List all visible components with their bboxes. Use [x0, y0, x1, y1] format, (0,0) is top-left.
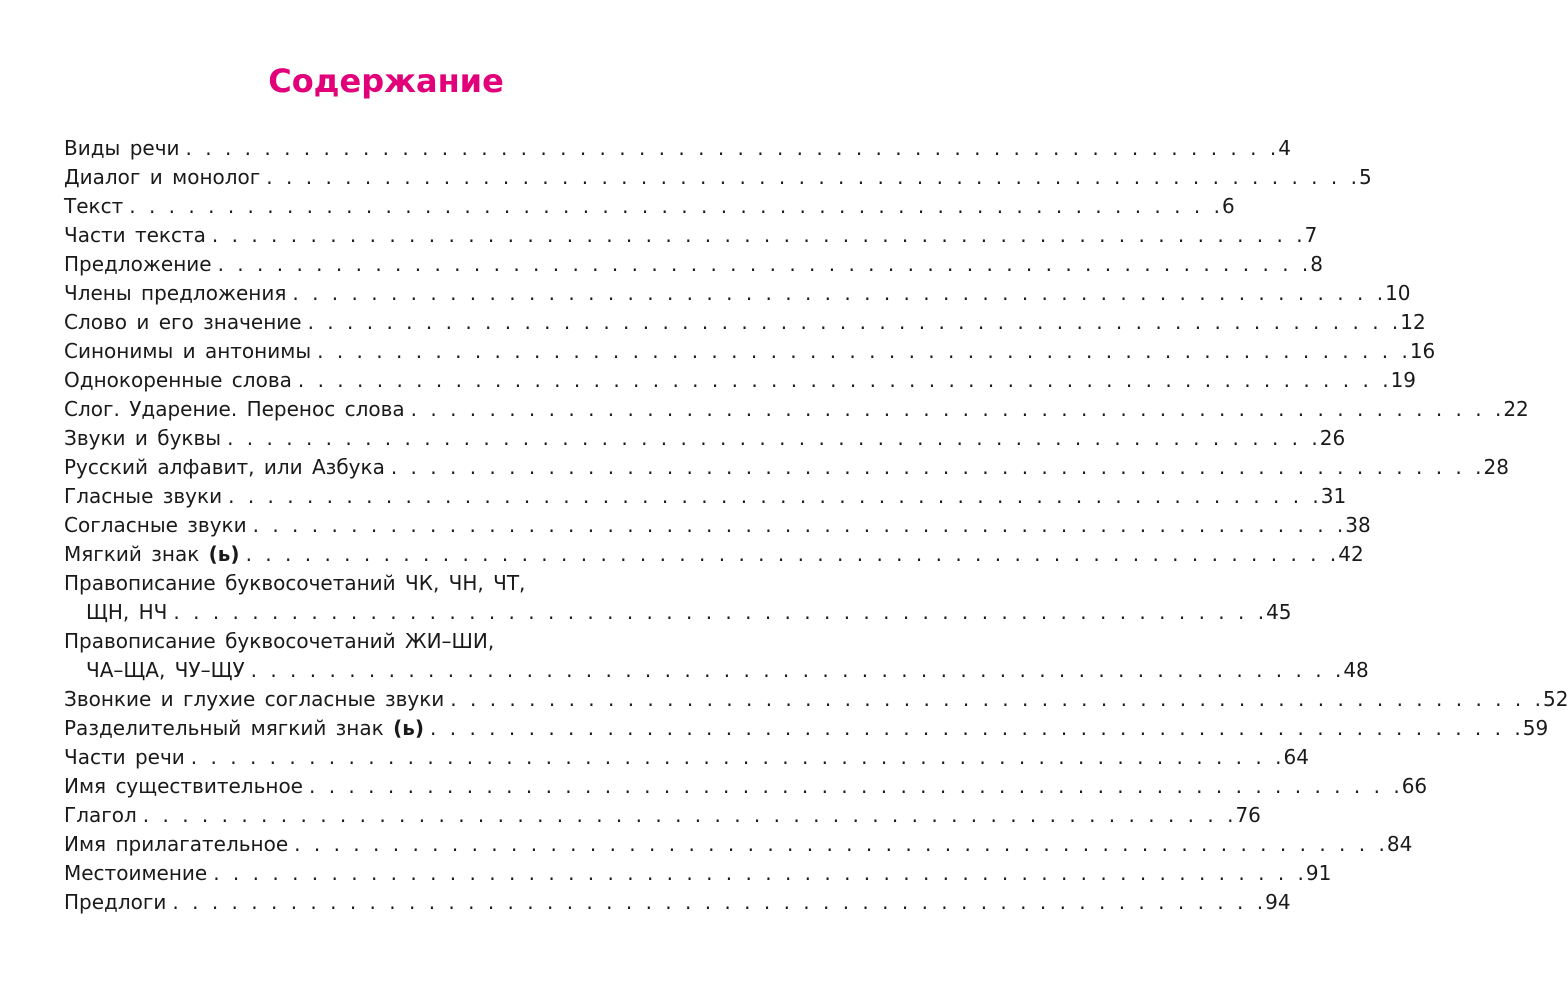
dot-leader: . . . . . . . . . . . . . . . . . . . . . . . . . . . . . . . . . . . . . . . . . . . . . . . . . . . . . . . . — [185, 136, 1279, 160]
toc-entry — [64, 134, 1291, 163]
dot-leader: . . . . . . . . . . . . . . . . . . . . . . . . . . . . . . . . . . . . . . . . . . . . . . . . . . . . . . . . — [317, 339, 1410, 363]
toc-entry-text: Части текста — [64, 223, 206, 247]
toc-entry-label — [64, 395, 411, 424]
toc-entry-text: Предложение — [64, 252, 212, 276]
toc-entry-label — [64, 279, 292, 308]
toc-entry — [64, 163, 1372, 192]
toc-entry — [64, 337, 1436, 366]
toc-entry-label — [64, 453, 391, 482]
toc-page-number: 42 — [1338, 542, 1364, 566]
toc-entry-text: Имя существительное — [64, 774, 303, 798]
toc-page-number: 4 — [1278, 136, 1291, 160]
toc-entry-text: Глагол — [64, 803, 137, 827]
toc-entry — [64, 308, 1426, 337]
toc-entry-text: Местоимение — [64, 861, 208, 885]
toc-entry-text: Согласные звуки — [64, 513, 247, 537]
toc-page-number: 5 — [1358, 165, 1372, 189]
toc-entry — [64, 888, 1291, 917]
toc-entry-label — [64, 685, 450, 714]
toc-entry-label — [64, 598, 173, 627]
toc-entry — [64, 598, 1292, 627]
dot-leader: . . . . . . . . . . . . . . . . . . . . . . . . . . . . . . . . . . . . . . . . . . . . . . . . . . . . . . . . — [450, 687, 1543, 711]
toc-entry-text: Слово и его значение — [64, 310, 302, 334]
toc-entry-text: Предлоги — [64, 890, 167, 914]
toc-entry-label — [64, 627, 494, 656]
toc-entry — [64, 424, 1346, 453]
toc-entry — [64, 221, 1318, 250]
toc-entry-label — [64, 888, 172, 917]
toc-page-number: 64 — [1283, 745, 1309, 769]
dot-leader: . . . . . . . . . . . . . . . . . . . . . . . . . . . . . . . . . . . . . . . . . . . . . . . . . . . . . . . . — [309, 774, 1402, 798]
toc-entry — [64, 830, 1413, 859]
dot-leader: . . . . . . . . . . . . . . . . . . . . . . . . . . . . . . . . . . . . . . . . . . . . . . . . . . . . . . . . — [390, 455, 1484, 479]
toc-page-number: 10 — [1385, 281, 1411, 305]
toc-page-number: 12 — [1400, 310, 1426, 334]
toc-entry — [64, 801, 1261, 830]
toc-entry-text: ЧА–ЩА, ЧУ–ЩУ — [86, 658, 245, 682]
toc-entry-label — [64, 337, 317, 366]
toc-entry-text: Звонкие и глухие согласные звуки — [64, 687, 445, 711]
toc-page-number: 38 — [1345, 513, 1371, 537]
toc-entry-text: Синонимы и антонимы — [64, 339, 312, 363]
toc-entry-label — [64, 250, 218, 279]
dot-leader: . . . . . . . . . . . . . . . . . . . . . . . . . . . . . . . . . . . . . . . . . . . . . . . . . . . . . . . . — [227, 426, 1320, 450]
toc-page-number: 8 — [1310, 252, 1324, 276]
toc-entry-text: Текст — [64, 194, 124, 218]
toc-entry — [64, 627, 706, 656]
dot-leader: . . . . . . . . . . . . . . . . . . . . . . . . . . . . . . . . . . . . . . . . . . . . . . . . . . . . . . . . — [252, 513, 1346, 537]
toc-entry-bold-text: (ь) — [393, 716, 425, 740]
toc-entry-text: Мягкий знак — [64, 542, 200, 566]
page-title: Содержание — [268, 62, 504, 100]
toc-page-number: 52 — [1542, 687, 1568, 711]
toc-page-number: 16 — [1409, 339, 1436, 363]
toc-entry — [64, 511, 1371, 540]
dot-leader: . . . . . . . . . . . . . . . . . . . . . . . . . . . . . . . . . . . . . . . . . . . . . . . . . . . . . . . . — [292, 281, 1386, 305]
toc-entry — [64, 656, 1369, 685]
toc-entry-text: Гласные звуки — [64, 484, 223, 508]
toc-entry — [64, 859, 1332, 888]
toc-page-number: 22 — [1503, 397, 1529, 421]
toc-entry — [64, 192, 1235, 221]
table-of-contents — [64, 134, 1568, 917]
toc-entry — [64, 279, 1411, 308]
dot-leader: . . . . . . . . . . . . . . . . . . . . . . . . . . . . . . . . . . . . . . . . . . . . . . . . . . . . . . . . — [211, 223, 1305, 247]
toc-page-number: 19 — [1390, 368, 1417, 392]
toc-page-number: 7 — [1304, 223, 1318, 247]
toc-page-number: 45 — [1266, 600, 1292, 624]
toc-entry — [64, 569, 706, 598]
dot-leader: . . . . . . . . . . . . . . . . . . . . . . . . . . . . . . . . . . . . . . . . . . . . . . . . . . . . . . . . — [228, 484, 1321, 508]
dot-leader: . . . . . . . . . . . . . . . . . . . . . . . . . . . . . . . . . . . . . . . . . . . . . . . . . . . . . . . . — [217, 252, 1311, 276]
toc-page-number: 66 — [1401, 774, 1428, 798]
toc-page-number: 48 — [1343, 658, 1369, 682]
toc-entry-label — [64, 830, 294, 859]
toc-entry — [64, 714, 1549, 743]
toc-entry — [64, 250, 1324, 279]
toc-entry-text: ЩН, НЧ — [86, 600, 168, 624]
toc-entry-bold-text: (ь) — [208, 542, 240, 566]
toc-page-number: 91 — [1305, 861, 1332, 885]
toc-entry-label — [64, 772, 309, 801]
toc-entry — [64, 540, 1364, 569]
toc-page-number: 26 — [1319, 426, 1346, 450]
toc-entry-label — [64, 511, 253, 540]
toc-entry-text: Члены предложения — [64, 281, 287, 305]
toc-entry — [64, 482, 1347, 511]
toc-entry — [64, 743, 1309, 772]
dot-leader: . . . . . . . . . . . . . . . . . . . . . . . . . . . . . . . . . . . . . . . . . . . . . . . . . . . . . . . . — [250, 658, 1344, 682]
toc-entry-label — [64, 743, 191, 772]
toc-entry — [64, 366, 1417, 395]
toc-page-number: 76 — [1235, 803, 1261, 827]
toc-page-number: 59 — [1522, 716, 1549, 740]
toc-page-number: 84 — [1386, 832, 1413, 856]
toc-entry-text: Части речи — [64, 745, 185, 769]
toc-entry-label — [64, 482, 228, 511]
toc-entry — [64, 772, 1428, 801]
toc-entry-label — [64, 801, 143, 830]
toc-page-number: 6 — [1221, 194, 1235, 218]
toc-entry-text: Правописание буквосочетаний ЧК, ЧН, ЧТ, — [64, 571, 526, 595]
dot-leader: . . . . . . . . . . . . . . . . . . . . . . . . . . . . . . . . . . . . . . . . . . . . . . . . . . . . . . . . — [297, 368, 1391, 392]
toc-entry-text: Однокоренные слова — [64, 368, 292, 392]
toc-entry-label — [64, 859, 213, 888]
dot-leader: . . . . . . . . . . . . . . . . . . . . . . . . . . . . . . . . . . . . . . . . . . . . . . . . . . . . . . . . — [266, 165, 1359, 189]
dot-leader: . . . . . . . . . . . . . . . . . . . . . . . . . . . . . . . . . . . . . . . . . . . . . . . . . . . . . . . . — [129, 194, 1222, 218]
toc-entry-label — [64, 163, 266, 192]
toc-entry-label — [64, 308, 308, 337]
toc-entry-label — [64, 424, 227, 453]
dot-leader: . . . . . . . . . . . . . . . . . . . . . . . . . . . . . . . . . . . . . . . . . . . . . . . . . . . . . . . . — [307, 310, 1401, 334]
toc-entry-label — [64, 192, 129, 221]
dot-leader: . . . . . . . . . . . . . . . . . . . . . . . . . . . . . . . . . . . . . . . . . . . . . . . . . . . . . . . . — [245, 542, 1339, 566]
toc-entry-text: Разделительный мягкий знак — [64, 716, 384, 740]
toc-entry-label — [64, 714, 430, 743]
dot-leader: . . . . . . . . . . . . . . . . . . . . . . . . . . . . . . . . . . . . . . . . . . . . . . . . . . . . . . . . — [410, 397, 1504, 421]
toc-entry-text: Русский алфавит, или Азбука — [64, 455, 385, 479]
toc-entry-label — [64, 569, 525, 598]
toc-entry-label — [64, 134, 186, 163]
toc-entry-label — [64, 366, 298, 395]
toc-entry-text: Звуки и буквы — [64, 426, 222, 450]
toc-entry-text: Слог. Ударение. Перенос слова — [64, 397, 405, 421]
toc-page-number: 94 — [1265, 890, 1291, 914]
dot-leader: . . . . . . . . . . . . . . . . . . . . . . . . . . . . . . . . . . . . . . . . . . . . . . . . . . . . . . . . — [430, 716, 1523, 740]
dot-leader: . . . . . . . . . . . . . . . . . . . . . . . . . . . . . . . . . . . . . . . . . . . . . . . . . . . . . . . . — [173, 600, 1267, 624]
toc-page-number: 31 — [1320, 484, 1347, 508]
dot-leader: . . . . . . . . . . . . . . . . . . . . . . . . . . . . . . . . . . . . . . . . . . . . . . . . . . . . . . . . — [213, 861, 1306, 885]
toc-entry-text: Диалог и монолог — [64, 165, 261, 189]
dot-leader: . . . . . . . . . . . . . . . . . . . . . . . . . . . . . . . . . . . . . . . . . . . . . . . . . . . . . . . . — [142, 803, 1236, 827]
toc-entry-text: Виды речи — [64, 136, 180, 160]
dot-leader: . . . . . . . . . . . . . . . . . . . . . . . . . . . . . . . . . . . . . . . . . . . . . . . . . . . . . . . . — [172, 890, 1266, 914]
toc-entry — [64, 685, 1568, 714]
toc-entry-label — [64, 656, 251, 685]
toc-entry — [64, 453, 1509, 482]
toc-page-number: 28 — [1483, 455, 1509, 479]
toc-entry-text: Имя прилагательное — [64, 832, 289, 856]
toc-entry-label — [64, 540, 246, 569]
toc-entry-label — [64, 221, 212, 250]
toc-entry — [64, 395, 1529, 424]
dot-leader: . . . . . . . . . . . . . . . . . . . . . . . . . . . . . . . . . . . . . . . . . . . . . . . . . . . . . . . . — [190, 745, 1284, 769]
toc-entry-text: Правописание буквосочетаний ЖИ–ШИ, — [64, 629, 495, 653]
dot-leader: . . . . . . . . . . . . . . . . . . . . . . . . . . . . . . . . . . . . . . . . . . . . . . . . . . . . . . . . — [294, 832, 1387, 856]
